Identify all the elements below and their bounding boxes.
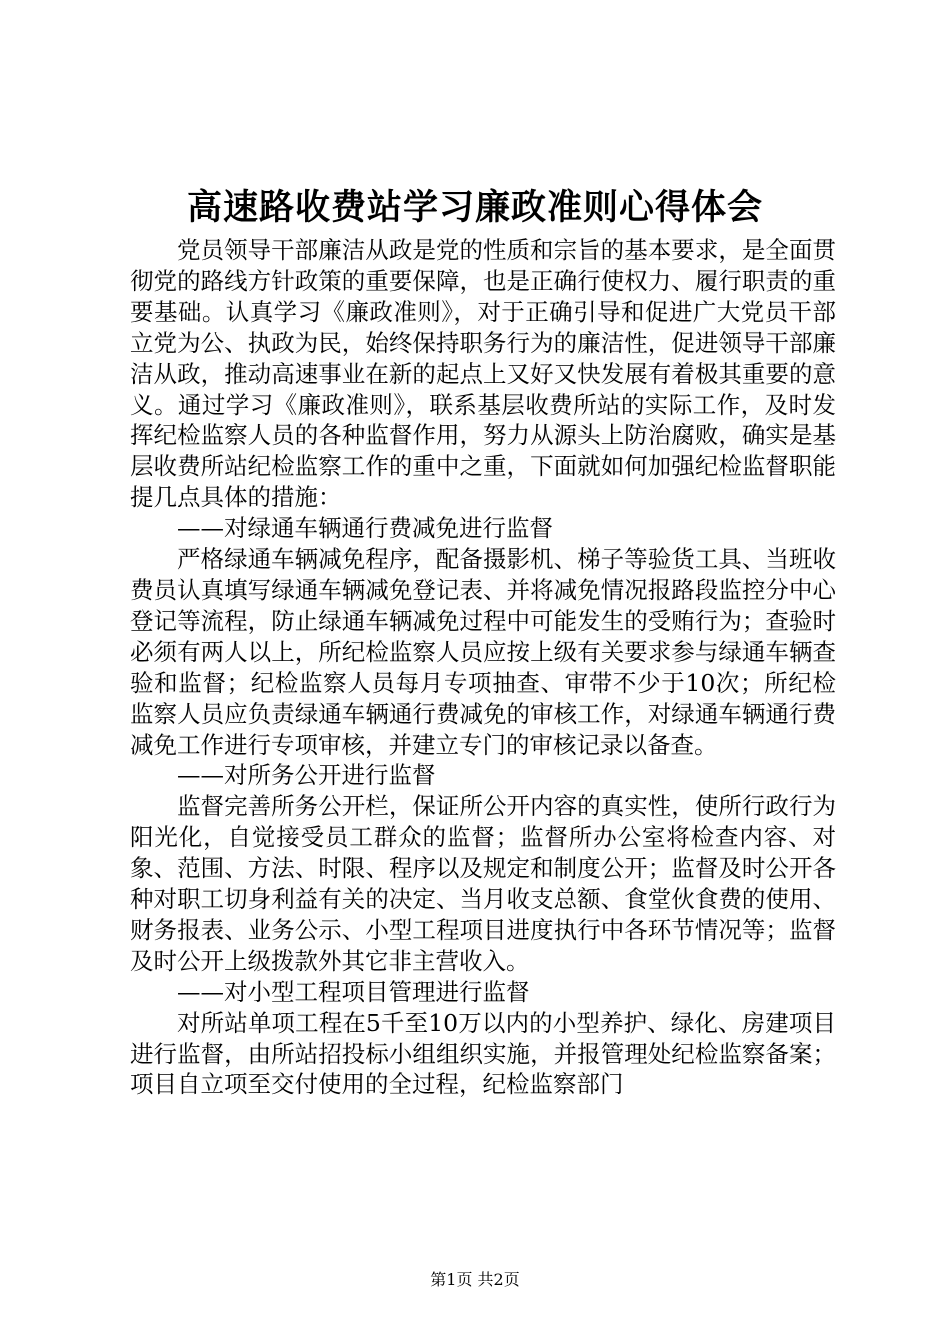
section-heading-small-projects: ——对小型工程项目管理进行监督: [177, 977, 530, 1006]
section-heading-affairs-disclosure: ——对所务公开进行监督: [177, 761, 436, 790]
document-title: 高速路收费站学习廉政准则心得体会: [186, 187, 763, 228]
section-paragraph-affairs-disclosure: 监督完善所务公开栏，保证所公开内容的真实性，使所行政行为阳光化，自觉接受员工群众的监督；监督所办公室将检查内容、对象、范围、方法、时限、程序以及规定和制度公开；监督及时公开各种对职工切身利益有关的决定、当月收支总额、食堂伙食费的使用、财务报表、业务公示、小型工程项目进度执行中各环节情况等；监督及时公开上级拨款外其它非主营收入。: [130, 792, 836, 975]
section-paragraph-small-projects: 对所站单项工程在5千至10万以内的小型养护、绿化、房建项目进行监督，由所站招投标小组组织实施，并报管理处纪检监察备案；项目自立项至交付使用的全过程，纪检监察部门: [130, 1008, 836, 1099]
section-heading-green-channel: ——对绿通车辆通行费减免进行监督: [177, 514, 553, 543]
section-paragraph-green-channel: 严格绿通车辆减免程序，配备摄影机、梯子等验货工具、当班收费员认真填写绿通车辆减免登记表、并将减免情况报路段监控分中心登记等流程，防止绿通车辆减免过程中可能发生的受贿行为；查验时必须有两人以上，所纪检监察人员应按上级有关要求参与绿通车辆查验和监督；纪检监察人员每月专项抽查、审带不少于10次；所纪检监察人员应负责绿通车辆通行费减免的审核工作，对绿通车辆通行费减免工作进行专项审核，并建立专门的审核记录以备查。: [130, 545, 836, 759]
intro-paragraph: 党员领导干部廉洁从政是党的性质和宗旨的基本要求，是全面贯彻党的路线方针政策的重要保障，也是正确行使权力、履行职责的重要基础。认真学习《廉政准则》，对于正确引导和促进广大党员干部立党为公、执政为民，始终保持职务行为的廉洁性，促进领导干部廉洁从政，推动高速事业在新的起点上又好又快发展有着极其重要的意义。通过学习《廉政准则》，联系基层收费所站的实际工作，及时发挥纪检监察人员的各种监督作用，努力从源头上防治腐败，确实是基层收费所站纪检监察工作的重中之重，下面就如何加强纪检监督职能提几点具体的措施：: [130, 236, 836, 512]
page-footer: 第1页 共2页: [430, 1270, 520, 1289]
document-body: [130, 235, 836, 1100]
